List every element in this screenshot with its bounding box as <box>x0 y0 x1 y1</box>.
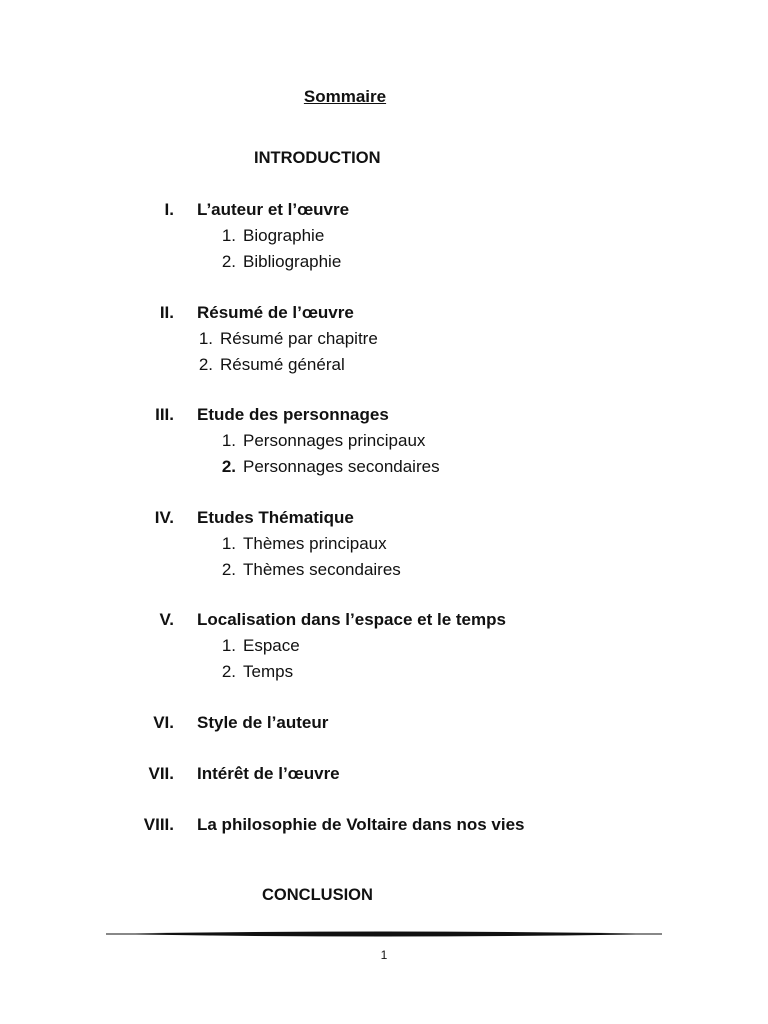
section-number: III. <box>155 405 174 424</box>
section-heading <box>0 610 768 636</box>
section-number: VIII. <box>143 815 174 834</box>
subitem-number: 1. <box>221 431 236 450</box>
section-heading <box>0 303 768 329</box>
section-title: L’auteur et l’œuvre <box>197 200 350 219</box>
subitem-number: 1. <box>198 329 213 348</box>
subitem-number: 2. <box>221 251 236 271</box>
toc-subitem <box>0 252 768 278</box>
subitem-number: 1. <box>221 226 236 245</box>
toc-subitem <box>0 636 768 662</box>
page-number: 1 <box>380 948 388 962</box>
section-number: V. <box>159 610 174 629</box>
subitem-text: Résumé général <box>220 354 345 374</box>
subitem-number: 1. <box>221 636 236 655</box>
toc-subitem <box>0 534 768 560</box>
section-number: II. <box>159 303 174 322</box>
subitem-number: 1. <box>221 534 236 553</box>
subitem-text: Thèmes principaux <box>243 534 387 553</box>
section-title: Intérêt de l’œuvre <box>197 764 340 783</box>
toc-subitem <box>0 457 768 483</box>
toc-subitem <box>0 560 768 586</box>
section-title: Résumé de l’œuvre <box>197 303 354 322</box>
section-title: La philosophie de Voltaire dans nos vies <box>197 815 525 834</box>
subitem-text: Résumé par chapitre <box>220 329 378 348</box>
toc-section-4 <box>0 508 768 585</box>
toc-section-2 <box>0 303 768 380</box>
conclusion-heading: CONCLUSION <box>262 886 373 904</box>
toc-section-3 <box>0 405 768 482</box>
page-title: Sommaire <box>303 87 387 106</box>
section-heading <box>0 200 768 226</box>
section-heading <box>0 764 768 790</box>
subitem-text: Temps <box>243 661 294 681</box>
subitem-text: Thèmes secondaires <box>243 559 401 579</box>
subitem-text: Espace <box>243 636 300 655</box>
section-number: I. <box>164 200 174 219</box>
subitem-number: 2. <box>221 456 236 476</box>
toc-section-8 <box>0 815 768 841</box>
subitem-text: Personnages secondaires <box>243 456 440 476</box>
toc-subitem <box>0 329 768 355</box>
section-heading <box>0 508 768 534</box>
toc-subitem <box>0 431 768 457</box>
toc-section-7 <box>0 764 768 790</box>
section-heading <box>0 815 768 841</box>
subitem-text: Bibliographie <box>243 251 342 271</box>
introduction-heading: INTRODUCTION <box>254 149 381 167</box>
toc-subitem <box>0 662 768 688</box>
toc-section-5 <box>0 610 768 687</box>
subitem-text: Biographie <box>243 226 325 245</box>
subitem-number: 2. <box>198 354 213 374</box>
section-number: VI. <box>153 713 174 732</box>
section-title: Etude des personnages <box>197 405 389 424</box>
toc-subitem <box>0 355 768 381</box>
section-heading <box>0 713 768 739</box>
toc-section-1 <box>0 200 768 277</box>
section-number: IV. <box>154 508 174 527</box>
subitem-number: 2. <box>221 661 236 681</box>
section-number: VII. <box>148 764 174 783</box>
subitem-number: 2. <box>221 559 236 579</box>
section-title: Etudes Thématique <box>197 508 354 527</box>
section-title: Style de l’auteur <box>197 713 329 732</box>
toc-subitem <box>0 226 768 252</box>
section-title: Localisation dans l’espace et le temps <box>197 610 506 629</box>
subitem-text: Personnages principaux <box>243 431 426 450</box>
section-heading <box>0 405 768 431</box>
toc-section-6 <box>0 713 768 739</box>
footer-divider <box>106 928 662 940</box>
